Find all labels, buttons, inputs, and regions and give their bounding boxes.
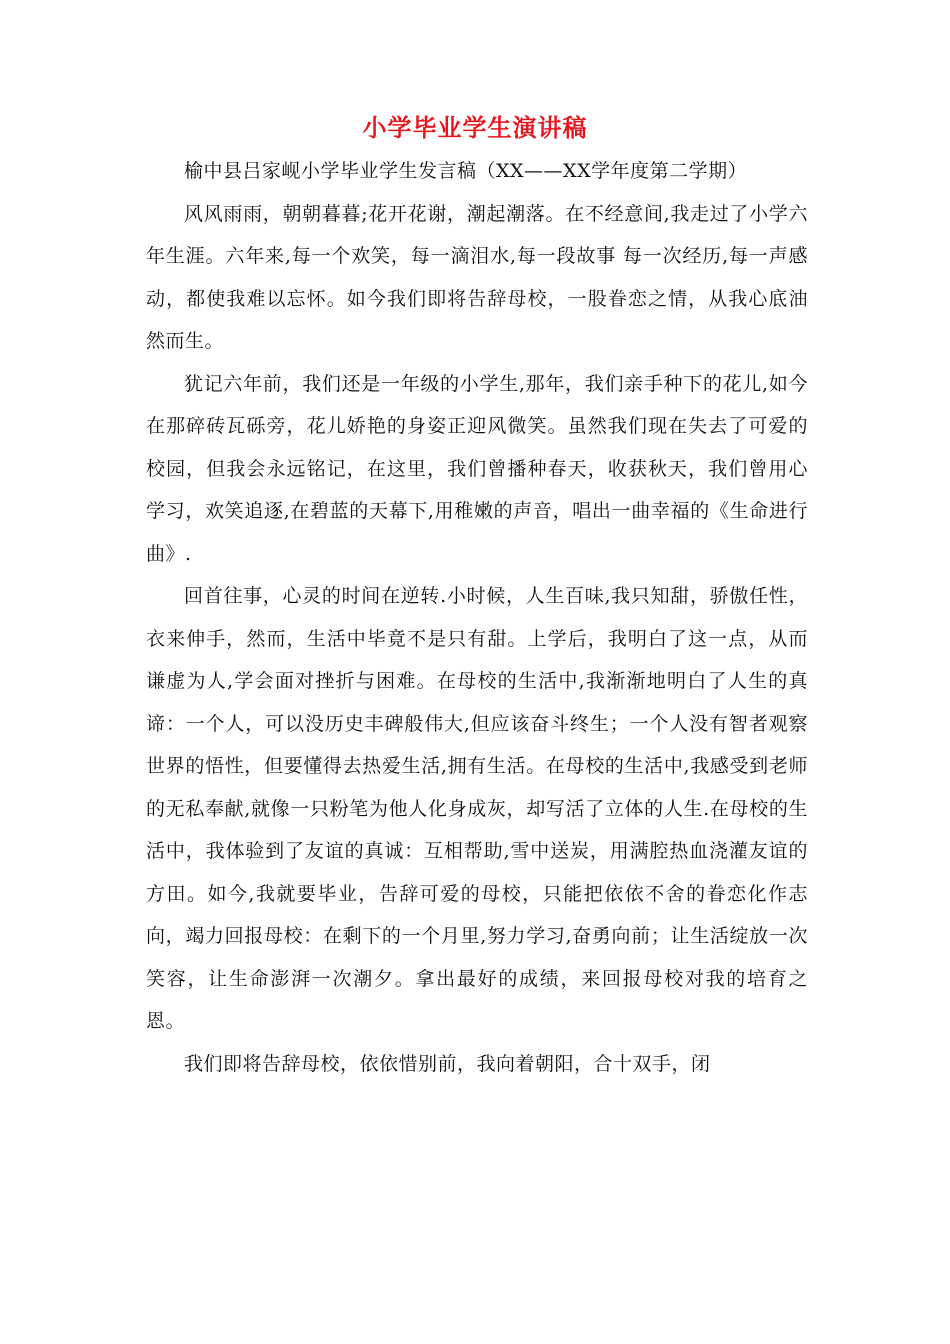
document-title: 小学毕业学生演讲稿 [362,113,588,142]
paragraph: 回首往事，心灵的时间在逆转.小时候，人生百味,我只知甜，骄傲任性，衣来伸手，然而，生活中毕竟不是只有甜。上学后，我明白了这一点，从而谦虚为人,学会面对挫折与困难。在母校的生活中,我渐渐地明白了人生的真谛：一个人，可以没历史丰碑般伟大,但应该奋斗终生；一个人没有智者观察世界的悟性，但要懂得去热爱生活,拥有生活。在母校的生活中,我感受到老师的无私奉献,就像一只粉笔为他人化身成灰，却写活了立体的人生.在母校的生活中，我体验到了友谊的真诚：互相帮助,雪中送炭，用满腔热血浇灌友谊的方田。如今,我就要毕业，告辞可爱的母校，只能把依依不舍的眷恋化作志向，竭力回报母校：在剩下的一个月里,努力学习,奋勇向前；让生活绽放一次笑容，让生命澎湃一次潮夕。拿出最好的成绩，来回报母校对我的培育之恩。 [146,585,808,1032]
document-body [146,150,808,1085]
paragraph: 风风雨雨，朝朝暮暮;花开花谢，潮起潮落。在不经意间,我走过了小学六年生涯。六年来,每一个欢笑，每一滴泪水,每一段故事 每一次经历,每一声感动，都使我难以忘怀。如今我们即将告辞母校，一股眷恋之情，从我心底油然而生。 [146,202,808,352]
paragraph: 犹记六年前，我们还是一年级的小学生,那年，我们亲手种下的花儿,如今在那碎砖瓦砾旁，花儿娇艳的身姿正迎风微笑。虽然我们现在失去了可爱的校园，但我会永远铭记，在这里，我们曾播种春天，收获秋天，我们曾用心学习，欢笑追逐,在碧蓝的天幕下,用稚嫩的声音，唱出一曲幸福的《生命进行曲》. [146,372,808,565]
paragraph-heading-line: 榆中县吕家岘小学毕业学生发言稿（XX——XX学年度第二学期） [184,160,748,182]
paragraph: 我们即将告辞母校，依依惜别前，我向着朝阳，合十双手，闭 [184,1052,711,1075]
